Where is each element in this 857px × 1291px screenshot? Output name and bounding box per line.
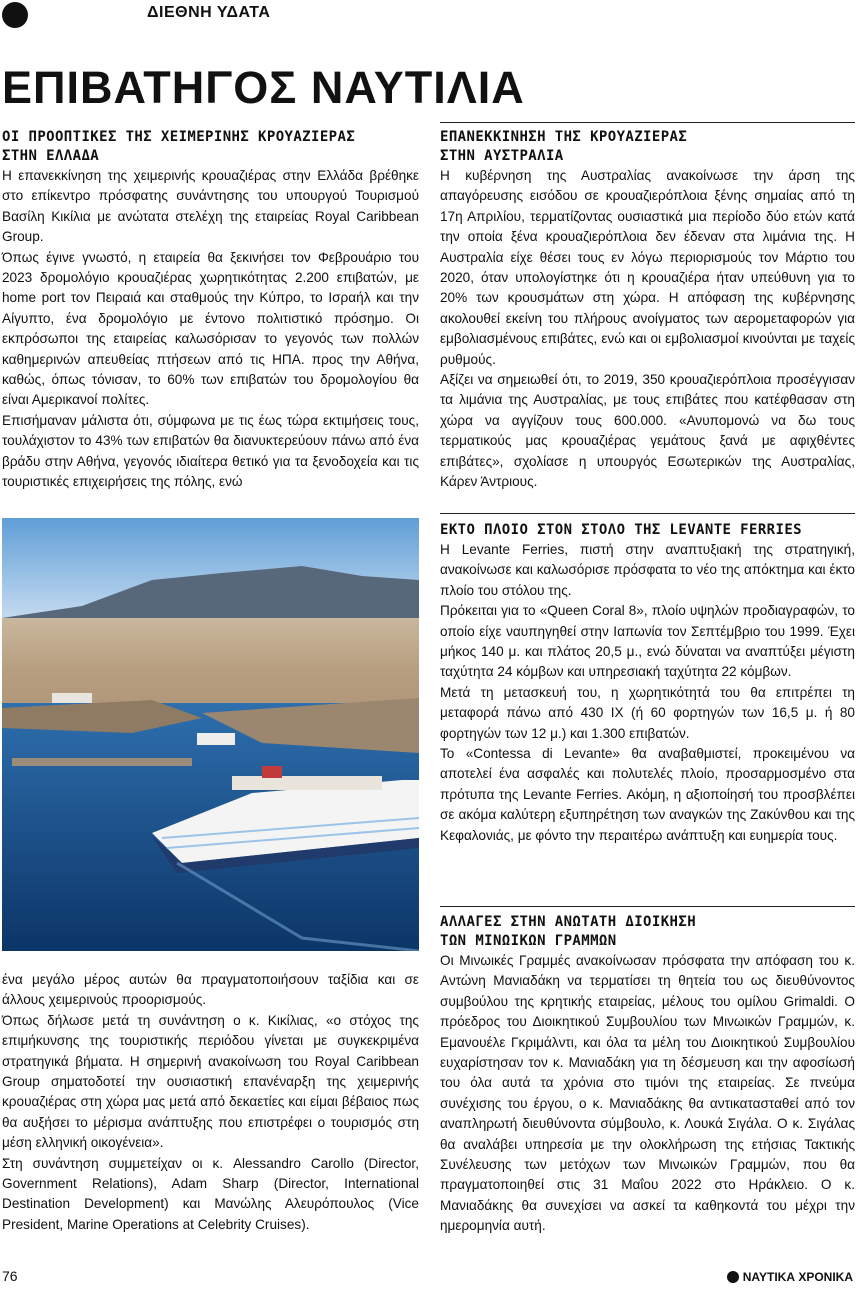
right-article-minoan xyxy=(440,913,855,1237)
magazine-logo xyxy=(727,1270,853,1284)
page-title: ΕΠΙΒΑΤΗΓΟΣ ΝΑΥΤΙΛΙΑ xyxy=(2,62,525,113)
magazine-name: ΝΑΥΤΙΚΑ ΧΡΟΝΙΚΑ xyxy=(742,1270,853,1284)
right-article-paragraph: Το «Contessa di Levante» θα αναβαθμιστεί, προκειμένου να αποτελεί ένα ασφαλές και πολυτελές πλοίο, προσαρμοσμένο στα πρότυπα της Levante Ferries. Ακόμη, η αξιοποίησή του προσβλέπει σε ακόμα καλύτερη εξυπηρέτηση των αναγκών της Ζακύνθου και της Κεφαλονιάς, με φόντο την περαιτέρω ανάπτυξη και ευημερία τους. xyxy=(440,746,855,843)
piraeus-port-photo xyxy=(2,518,419,951)
divider xyxy=(440,906,855,907)
right-article-paragraph: Αξίζει να σημειωθεί ότι, το 2019, 350 κρουαζιερόπλοια προσέγγισαν τα λιμάνια της Αυστραλίας, με τους επιβάτες που κατέφθασαν στη χώρα να αγγίζουν τους 600.000. «Ανυπομονώ να δω τους τερματικούς μας κρουαζιέρας γεμάτους ξανά με αφιχθέντες επιβάτες», σχολίασε η υπουργός Εσωτερικών της Αυστραλίας, Κάρεν Άντριους. xyxy=(440,372,855,490)
left-article-bottom xyxy=(2,970,419,1235)
left-article-paragraph: ένα μεγάλο μέρος αυτών θα πραγματοποιήσουν ταξίδια και σε άλλους χειμερινούς προορισμούς. xyxy=(2,972,419,1008)
right-article-paragraph: Η κυβέρνηση της Αυστραλίας ανακοίνωσε την άρση της απαγόρευσης εισόδου σε κρουαζιερόπλοια ξένης σημαίας από τη 17η Απριλίου, τερματίζοντας ουσιαστικά μια περίοδο δύο ετών κατά την οποία ξένα κρουαζιερόπλοια δεν έδεναν στα λιμάνια της. Η Αυστραλία είχε θέσει τους εν λόγω περιορισμούς τον Μάρτιο του 2020, όταν υπολογίστηκε ότι η κρουαζιέρα ήταν υπεύθυνη για το 20% των κρουσμάτων στη χώρα. Η απόφαση της κυβέρνησης ακολουθεί εκείνη του πλήρους ανοίγματος των αερομεταφορών για εμβολιασμένους επιβάτες, ενώ και οι εμβολιασμοί κινούνται με ταχείς ρυθμούς. xyxy=(440,168,855,367)
right-article-headline: ΕΚΤΟ ΠΛΟΙΟ ΣΤΟΝ ΣΤΟΛΟ ΤΗΣ LEVANTE FERRIES xyxy=(440,522,802,538)
section-label: ΔΙΕΘΝΗ ΥΔΑΤΑ xyxy=(147,4,271,21)
divider xyxy=(440,513,855,514)
left-article-paragraph: Όπως έγινε γνωστό, η εταιρεία θα ξεκινήσει τον Φεβρουάριο του 2023 δρομολόγιο κρουαζιέρας χωρητικότητας 2.200 επιβατών, με home port τον Πειραιά και σταθμούς την Κύπρο, το Ισραήλ και την Αίγυπτο, ένα δρομολόγιο με έντονο πολιτιστικό πρόσημο. Οι εκπρόσωποι της εταιρείας καλωσόρισαν το γεγονός των πολλών καθημερινών απευθείας πτήσεων από τις ΗΠΑ. προς την Αθήνα, καθώς, όπως τόνισαν, το 60% των επιβατών του δρομολογίου θα είναι Αμερικανοί πολίτες. xyxy=(2,249,419,408)
right-article-headline: ΑΛΛΑΓΕΣ ΣΤΗΝ ΑΝΩΤΑΤΗ ΔΙΟΙΚΗΣΗ ΤΩΝ ΜΙΝΩΙΚΩΝ ΓΡΑΜΜΩΝ xyxy=(440,914,697,949)
right-article-paragraph: Πρόκειται για το «Queen Coral 8», πλοίο υψηλών προδιαγραφών, το οποίο είχε ναυπηγηθεί στην Ιαπωνία τον Σεπτέμβριο του 1999. Έχει μήκος 140 μ. και πλάτος 20,5 μ., ενώ δύναται να αναπτύξει μέγιστη ταχύτητα 24 κόμβων και υπηρεσιακή ταχύτητα 22 κόμβων. xyxy=(440,603,855,680)
magazine-logo-icon xyxy=(727,1271,739,1283)
left-article-top xyxy=(2,128,419,493)
left-article-paragraph: Όπως δήλωσε μετά τη συνάντηση ο κ. Κικίλιας, «ο στόχος της επιμήκυνσης της τουριστικής περιόδου γίνεται με συγκεκριμένα στρατηγικά βήματα. Η σημερινή ανακοίνωση του Royal Caribbean Group σηματοδοτεί την ουσιαστική επανέναρξη της χειμερινής κρουαζιέρας στη χώρα μας μετά από δεκαετίες και είμαι βέβαιος πως θα αυξήσει το μέρισμα ανάπτυξης που επιστρέφει ο τουρισμός στη μέση ελληνική οικογένεια». xyxy=(2,1012,419,1151)
left-article-paragraph: Η επανεκκίνηση της χειμερινής κρουαζιέρας στην Ελλάδα βρέθηκε στο επίκεντρο πρόσφατης συνάντησης του υπουργού Τουρισμού Βασίλη Κικίλια με ανώτατα στελέχη της εταιρείας Royal Caribbean Group. xyxy=(2,168,419,245)
right-article-levante xyxy=(440,521,855,846)
left-article-paragraph: Επισήμαναν μάλιστα ότι, σύμφωνα με τις έως τώρα εκτιμήσεις τους, τουλάχιστον το 43% των επιβατών θα διανυκτερεύουν πάνω από ένα βράδυ στην Αθήνα, γεγονός ιδιαίτερα θετικό για τα ξενοδοχεία και τις τουριστικές επιχειρήσεις της πόλης, ενώ xyxy=(2,412,419,490)
left-article-headline: ΟΙ ΠΡΟΟΠΤΙΚΕΣ ΤΗΣ ΧΕΙΜΕΡΙΝΗΣ ΚΡΟΥΑΖΙΕΡΑΣ ΣΤΗΝ ΕΛΛΑΔΑ xyxy=(2,129,356,164)
section-logo-icon xyxy=(2,2,28,28)
left-article-paragraph: Στη συνάντηση συμμετείχαν οι κ. Alessandro Carollo (Director, Government Relations), Adam Sharp (Director, International Destination Development) και Μανώλης Αλευρόπουλος (Vice President, Marine Operations at Celebrity Cruises). xyxy=(2,1155,419,1232)
right-article-paragraph: Οι Μινωικές Γραμμές ανακοίνωσαν πρόσφατα την απόφαση του κ. Αντώνη Μανιαδάκη να τερματίσει τη θητεία του ως διευθύνοντος συμβούλου της κρητικής εταιρείας, μέλους του ομίλου Grimaldi. Ο πρόεδρος του Διοικητικού Συμβουλίου των Μινωικών Γραμμών, κ. Εμανουέλε Γκριμάλντι, και όλα τα μέλη του Διοικητικού Συμβουλίου ευχαρίστησαν τον κ. Μανιαδάκη για τη δέσμευση και την αφοσίωσή του όλα αυτά τα χρόνια στο τιμόνι της εταιρείας. Σε πνεύμα συνέχισης του έργου, ο κ. Μανιαδάκης θα αντικατασταθεί από τον αναπληρωτή διευθύνοντα σύμβουλο, κ. Λουκά Σιγάλα. Ο κ. Σιγάλας θα αναλάβει υπηρεσία με την ολοκλήρωση της ετήσιας Τακτικής Συνέλευσης των μετόχων των Μινωικών Γραμμών, που θα πραγματοποιηθεί στις 31 Μαΐου 2022 στο Ηράκλειο. Ο κ. Μανιαδάκης θα συνεχίσει να ασκεί τα καθηκοντά του μέχρι την ημερομηνία αυτή. xyxy=(440,953,855,1234)
page-number: 76 xyxy=(2,1268,18,1284)
right-article-australia xyxy=(440,128,855,493)
right-article-paragraph: Μετά τη μετασκευή του, η χωρητικότητά του θα επιτρέπει τη μεταφορά πάνω από 430 IX (ή 60 φορτηγών των 16,5 μ. ή 80 φορτηγών των 12 μ.) και 1.300 επιβατών. xyxy=(440,684,855,741)
right-article-headline: ΕΠΑΝΕΚΚΙΝΗΣΗ ΤΗΣ ΚΡΟΥΑΖΙΕΡΑΣ ΣΤΗΝ ΑΥΣΤΡΑΛΙΑ xyxy=(440,129,688,164)
right-article-paragraph: Η Levante Ferries, πιστή στην αναπτυξιακή της στρατηγική, ανακοίνωσε και καλωσόρισε πρόσφατα το νέο της απόκτημα και έκτο πλοίο του στόλου της. xyxy=(440,542,855,598)
divider xyxy=(440,122,855,123)
